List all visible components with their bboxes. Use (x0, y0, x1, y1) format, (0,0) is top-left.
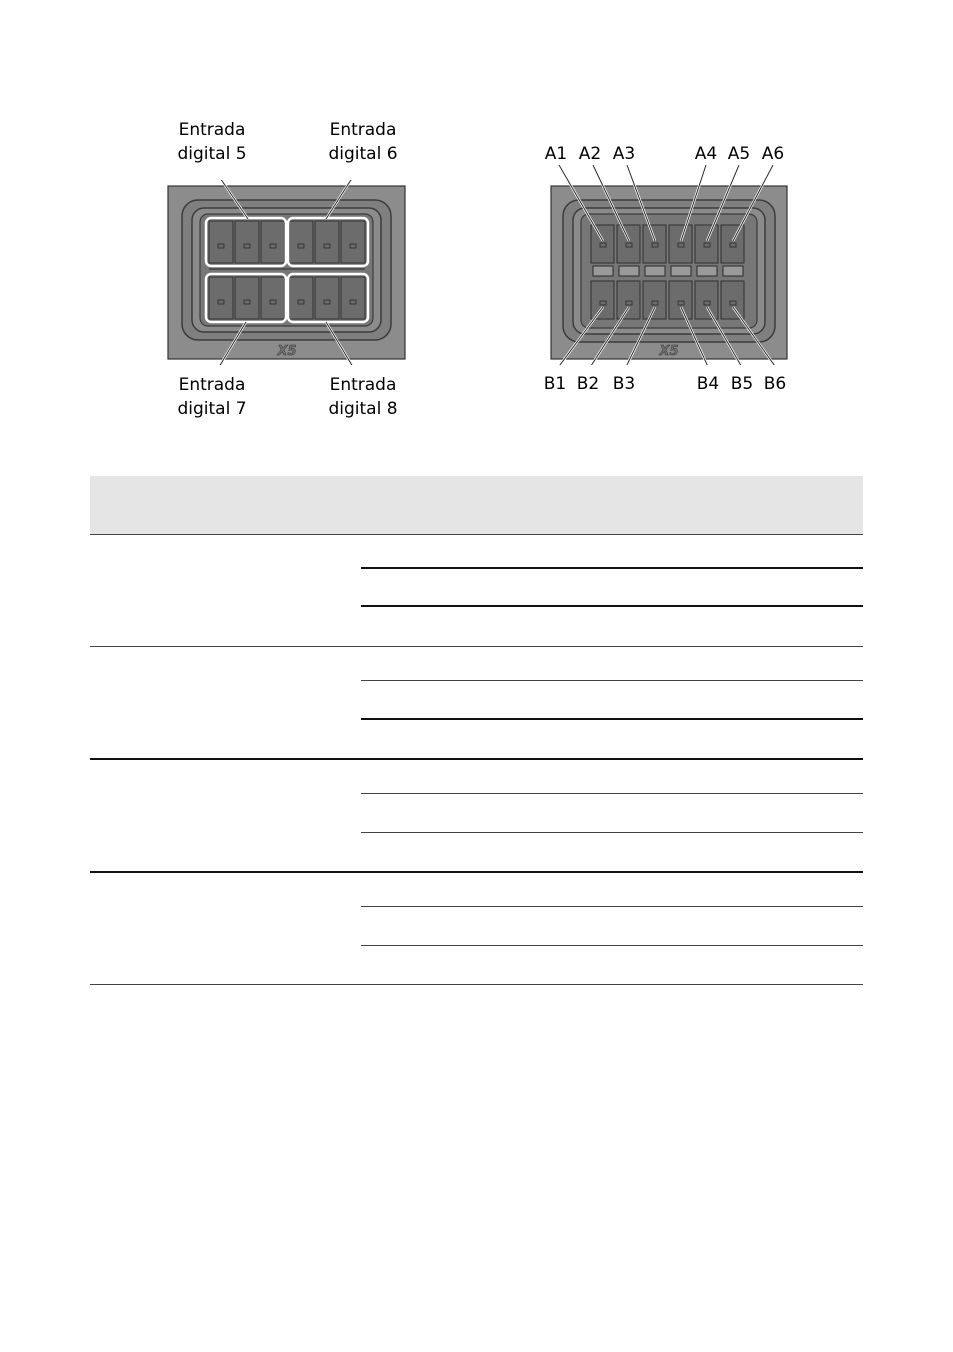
pin-label-a6: A6 (761, 144, 785, 164)
label-digital-input-7: Entrada digital 7 (177, 375, 247, 419)
table-rule (361, 718, 863, 720)
table-rule (361, 680, 863, 681)
table-rule (361, 906, 863, 907)
table-rule (90, 984, 863, 985)
table-header (90, 476, 863, 534)
label-digital-input-6: Entrada digital 6 (328, 120, 398, 164)
table-rule (361, 945, 863, 946)
table-rule (90, 646, 863, 647)
table-rule (90, 534, 863, 535)
pin-label-a1: A1 (544, 144, 568, 164)
table-rule (90, 871, 863, 873)
pin-label-b6: B6 (763, 374, 787, 394)
pin-label-b5: B5 (730, 374, 754, 394)
pin-label-a3: A3 (612, 144, 636, 164)
pin-label-b3: B3 (612, 374, 636, 394)
label-digital-input-5: Entrada digital 5 (177, 120, 247, 164)
table-rule (361, 605, 863, 607)
pin-label-a5: A5 (727, 144, 751, 164)
connector-x5-pinout-diagram (545, 165, 795, 365)
table-rule (90, 758, 863, 760)
pin-label-b1: B1 (543, 374, 567, 394)
table-rule (361, 793, 863, 794)
connector-mark: X5 (659, 344, 679, 359)
pin-label-b2: B2 (576, 374, 600, 394)
table-rule (361, 832, 863, 833)
pin-label-a2: A2 (578, 144, 602, 164)
connector-mark: X5 (277, 344, 297, 359)
pin-label-b4: B4 (696, 374, 720, 394)
connector-x5-grouped-diagram (160, 180, 415, 365)
pin-label-a4: A4 (694, 144, 718, 164)
label-digital-input-8: Entrada digital 8 (328, 375, 398, 419)
table-rule (361, 567, 863, 569)
